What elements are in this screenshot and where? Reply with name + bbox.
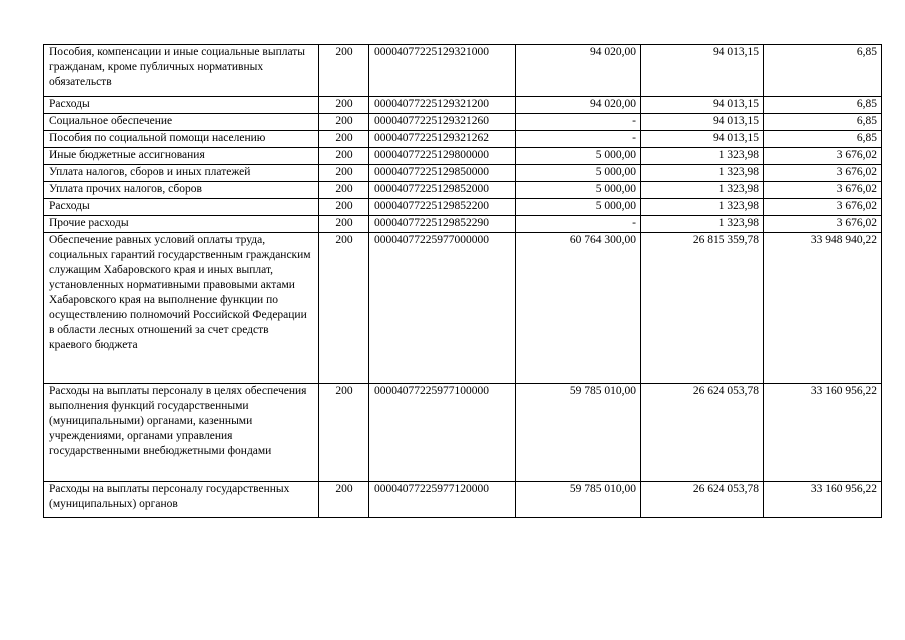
- row-executed-cell: 94 013,15: [641, 45, 764, 97]
- row-classification-cell: 00004077225129852200: [369, 199, 516, 216]
- row-executed-cell: 1 323,98: [641, 216, 764, 233]
- row-approved-cell: 59 785 010,00: [516, 384, 641, 482]
- row-approved-cell: 5 000,00: [516, 165, 641, 182]
- row-approved-cell: 5 000,00: [516, 199, 641, 216]
- row-executed-cell: 26 815 359,78: [641, 233, 764, 384]
- row-classification-cell: 00004077225129321000: [369, 45, 516, 97]
- row-classification-cell: 00004077225129852290: [369, 216, 516, 233]
- table-row: [44, 199, 882, 216]
- row-executed-cell: 94 013,15: [641, 131, 764, 148]
- row-executed-cell: 1 323,98: [641, 182, 764, 199]
- row-unexecuted-cell: 3 676,02: [764, 199, 882, 216]
- row-classification-cell: 00004077225129321262: [369, 131, 516, 148]
- row-classification-cell: 00004077225977000000: [369, 233, 516, 384]
- row-name-cell: Пособия по социальной помощи населению: [44, 131, 319, 148]
- table-row: [44, 482, 882, 518]
- table-row: [44, 45, 882, 97]
- row-executed-cell: 1 323,98: [641, 148, 764, 165]
- row-unexecuted-cell: 6,85: [764, 114, 882, 131]
- row-unexecuted-cell: 6,85: [764, 131, 882, 148]
- row-name-cell: Социальное обеспечение: [44, 114, 319, 131]
- row-classification-cell: 00004077225129850000: [369, 165, 516, 182]
- row-code-cell: 200: [319, 233, 369, 384]
- row-name-cell: Расходы: [44, 97, 319, 114]
- row-name-cell: Уплата налогов, сборов и иных платежей: [44, 165, 319, 182]
- table-row: [44, 182, 882, 199]
- row-code-cell: 200: [319, 165, 369, 182]
- row-classification-cell: 00004077225129852000: [369, 182, 516, 199]
- row-unexecuted-cell: 6,85: [764, 97, 882, 114]
- row-name-cell: Иные бюджетные ассигнования: [44, 148, 319, 165]
- row-classification-cell: 00004077225977100000: [369, 384, 516, 482]
- row-approved-cell: 59 785 010,00: [516, 482, 641, 518]
- row-unexecuted-cell: 3 676,02: [764, 148, 882, 165]
- row-name-cell: Уплата прочих налогов, сборов: [44, 182, 319, 199]
- row-code-cell: 200: [319, 45, 369, 97]
- row-code-cell: 200: [319, 482, 369, 518]
- row-code-cell: 200: [319, 384, 369, 482]
- row-executed-cell: 1 323,98: [641, 165, 764, 182]
- table-row: [44, 384, 882, 482]
- row-executed-cell: 26 624 053,78: [641, 384, 764, 482]
- row-classification-cell: 00004077225129321200: [369, 97, 516, 114]
- table-row: [44, 97, 882, 114]
- row-unexecuted-cell: 6,85: [764, 45, 882, 97]
- row-name-cell: Расходы на выплаты персоналу в целях обеспечения выполнения функций государственными (муниципальными) органами, казенными учреждениями, органами управления государственными внебюджетными фондами: [44, 384, 319, 482]
- row-unexecuted-cell: 3 676,02: [764, 216, 882, 233]
- budget-table-body: [44, 45, 882, 518]
- table-row: [44, 165, 882, 182]
- table-row: [44, 233, 882, 384]
- row-unexecuted-cell: 33 948 940,22: [764, 233, 882, 384]
- row-executed-cell: 26 624 053,78: [641, 482, 764, 518]
- row-code-cell: 200: [319, 114, 369, 131]
- row-name-cell: Пособия, компенсации и иные социальные выплаты гражданам, кроме публичных нормативных обязательств: [44, 45, 319, 97]
- row-approved-cell: 94 020,00: [516, 45, 641, 97]
- row-unexecuted-cell: 33 160 956,22: [764, 384, 882, 482]
- table-row: [44, 131, 882, 148]
- table-row: [44, 148, 882, 165]
- row-executed-cell: 94 013,15: [641, 97, 764, 114]
- row-classification-cell: 00004077225129321260: [369, 114, 516, 131]
- row-name-cell: Расходы: [44, 199, 319, 216]
- row-approved-cell: 5 000,00: [516, 182, 641, 199]
- row-name-cell: Расходы на выплаты персоналу государственных (муниципальных) органов: [44, 482, 319, 518]
- row-code-cell: 200: [319, 182, 369, 199]
- row-code-cell: 200: [319, 148, 369, 165]
- row-approved-cell: -: [516, 114, 641, 131]
- row-code-cell: 200: [319, 97, 369, 114]
- row-name-cell: Обеспечение равных условий оплаты труда, социальных гарантий государственным гражданским служащим Хабаровского края и иных выплат, установленных нормативными правовыми актами Хабаровского края на выполнение функции по осуществлению полномочий Российской Федерации в области лесных отношений за счет средств краевого бюджета: [44, 233, 319, 384]
- row-code-cell: 200: [319, 199, 369, 216]
- row-name-cell: Прочие расходы: [44, 216, 319, 233]
- row-executed-cell: 94 013,15: [641, 114, 764, 131]
- budget-table: [43, 44, 882, 518]
- row-approved-cell: 60 764 300,00: [516, 233, 641, 384]
- row-executed-cell: 1 323,98: [641, 199, 764, 216]
- row-unexecuted-cell: 3 676,02: [764, 182, 882, 199]
- row-code-cell: 200: [319, 131, 369, 148]
- row-approved-cell: -: [516, 131, 641, 148]
- row-approved-cell: -: [516, 216, 641, 233]
- row-classification-cell: 00004077225129800000: [369, 148, 516, 165]
- row-code-cell: 200: [319, 216, 369, 233]
- table-row: [44, 216, 882, 233]
- table-row: [44, 114, 882, 131]
- row-approved-cell: 94 020,00: [516, 97, 641, 114]
- row-approved-cell: 5 000,00: [516, 148, 641, 165]
- row-unexecuted-cell: 3 676,02: [764, 165, 882, 182]
- row-classification-cell: 00004077225977120000: [369, 482, 516, 518]
- row-unexecuted-cell: 33 160 956,22: [764, 482, 882, 518]
